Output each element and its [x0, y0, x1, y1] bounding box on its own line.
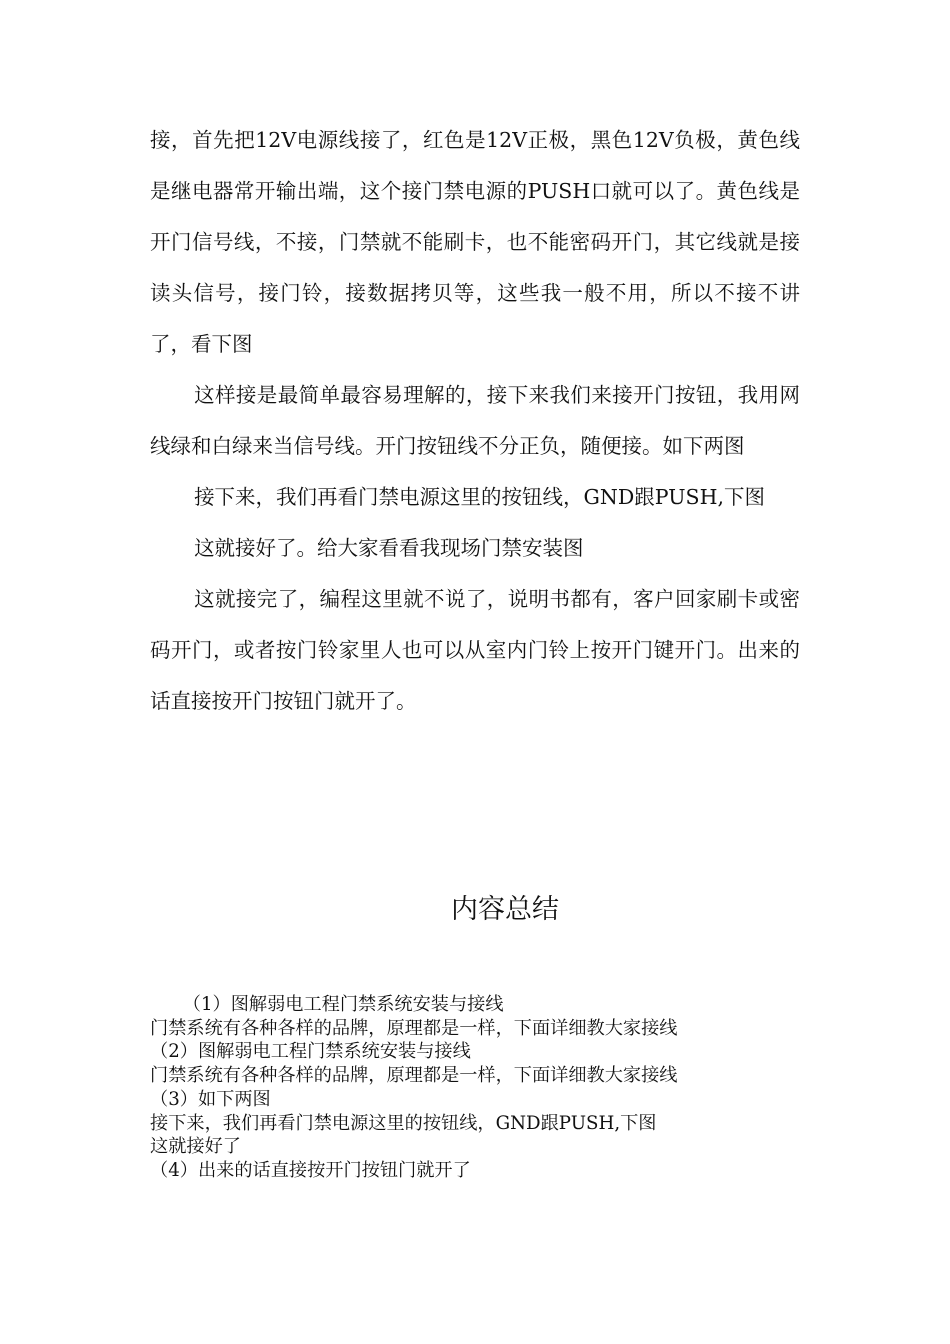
summary-line: （4）出来的话直接按开门按钮门就开了	[150, 1159, 471, 1181]
paragraph: 接下来，我们再看门禁电源这里的按钮线，GND跟PUSH,下图	[194, 485, 765, 509]
summary-section	[150, 993, 850, 1183]
summary-line: （3）如下两图	[150, 1088, 271, 1110]
summary-line: 门禁系统有各种各样的品牌，原理都是一样，下面详细教大家接线	[150, 1017, 678, 1039]
paragraph: 这样接是最简单最容易理解的，接下来我们来接开门按钮，我用网线绿和白绿来当信号线。开门按钮线不分正负，随便接。如下两图	[150, 383, 800, 458]
paragraph: 接，首先把12V电源线接了，红色是12V正极，黑色12V负极，黄色线是继电器常开输出端，这个接门禁电源的PUSH口就可以了。黄色线是开门信号线，不接，门禁就不能刷卡，也不能密码开门，其它线就是接读头信号，接门铃，接数据拷贝等，这些我一般不用，所以不接不讲了，看下图	[150, 128, 800, 356]
summary-title: 内容总结	[451, 894, 559, 925]
summary-line: （1）图解弱电工程门禁系统安装与接线	[182, 994, 504, 1015]
body-text	[150, 115, 800, 727]
paragraph: 这就接好了。给大家看看我现场门禁安装图	[194, 536, 584, 560]
paragraph: 这就接完了，编程这里就不说了，说明书都有，客户回家刷卡或密码开门，或者按门铃家里人也可以从室内门铃上按开门键开门。出来的话直接按开门按钮门就开了。	[150, 587, 800, 713]
summary-line: 这就接好了	[150, 1136, 241, 1158]
summary-line: 接下来，我们再看门禁电源这里的按钮线，GND跟PUSH,下图	[150, 1112, 657, 1134]
summary-line: （2）图解弱电工程门禁系统安装与接线	[150, 1041, 471, 1063]
summary-line: 门禁系统有各种各样的品牌，原理都是一样，下面详细教大家接线	[150, 1065, 678, 1087]
